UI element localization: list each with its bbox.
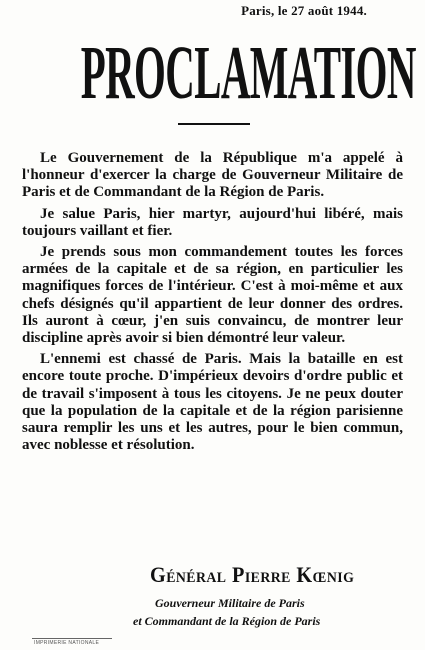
signature-title-line1: Gouverneur Militaire de Paris — [155, 596, 305, 610]
paragraph-4: L'ennemi est chassé de Paris. Mais la bataille en est encore toute proche. D'impérieux devoirs d'ordre public et de travail s'imposent à tous les citoyens. Je ne peux douter que la population de la capitale et de la région parisienne saura remplir les uns et les autres, pour le bien commun, avec noblesse et résolution. — [22, 351, 403, 454]
title-divider — [178, 123, 250, 125]
printer-credit: IMPRIMERIE NATIONALE — [34, 640, 100, 646]
signature-title-line2: et Commandant de la Région de Paris — [133, 614, 321, 628]
poster-title: PROCLAMATION — [80, 31, 416, 116]
dateline: Paris, le 27 août 1944. — [241, 3, 367, 18]
paragraph-3: Je prends sous mon commandement toutes les forces armées de la capitale et de sa région, en particulier les magnifiques forces de l'intérieur. C'est à moi-même et aux chefs désignés qu'il appartient de leur donner des ordres. Ils auront à cœur, j'en suis convaincu, de montrer leur discipline après avoir si bien démontré leur valeur. — [22, 244, 403, 347]
paragraph-2: Je salue Paris, hier martyr, aujourd'hui libéré, mais toujours vaillant et fier. — [22, 205, 403, 239]
proclamation-body — [22, 150, 403, 458]
paragraph-1: Le Gouvernement de la République m'a appelé à l'honneur d'exercer la charge de Gouverneur Militaire de Paris et de Commandant de la Région de Paris. — [22, 150, 403, 201]
signature-name: Général Pierre Kœnig — [150, 562, 355, 587]
printer-divider — [32, 638, 112, 639]
